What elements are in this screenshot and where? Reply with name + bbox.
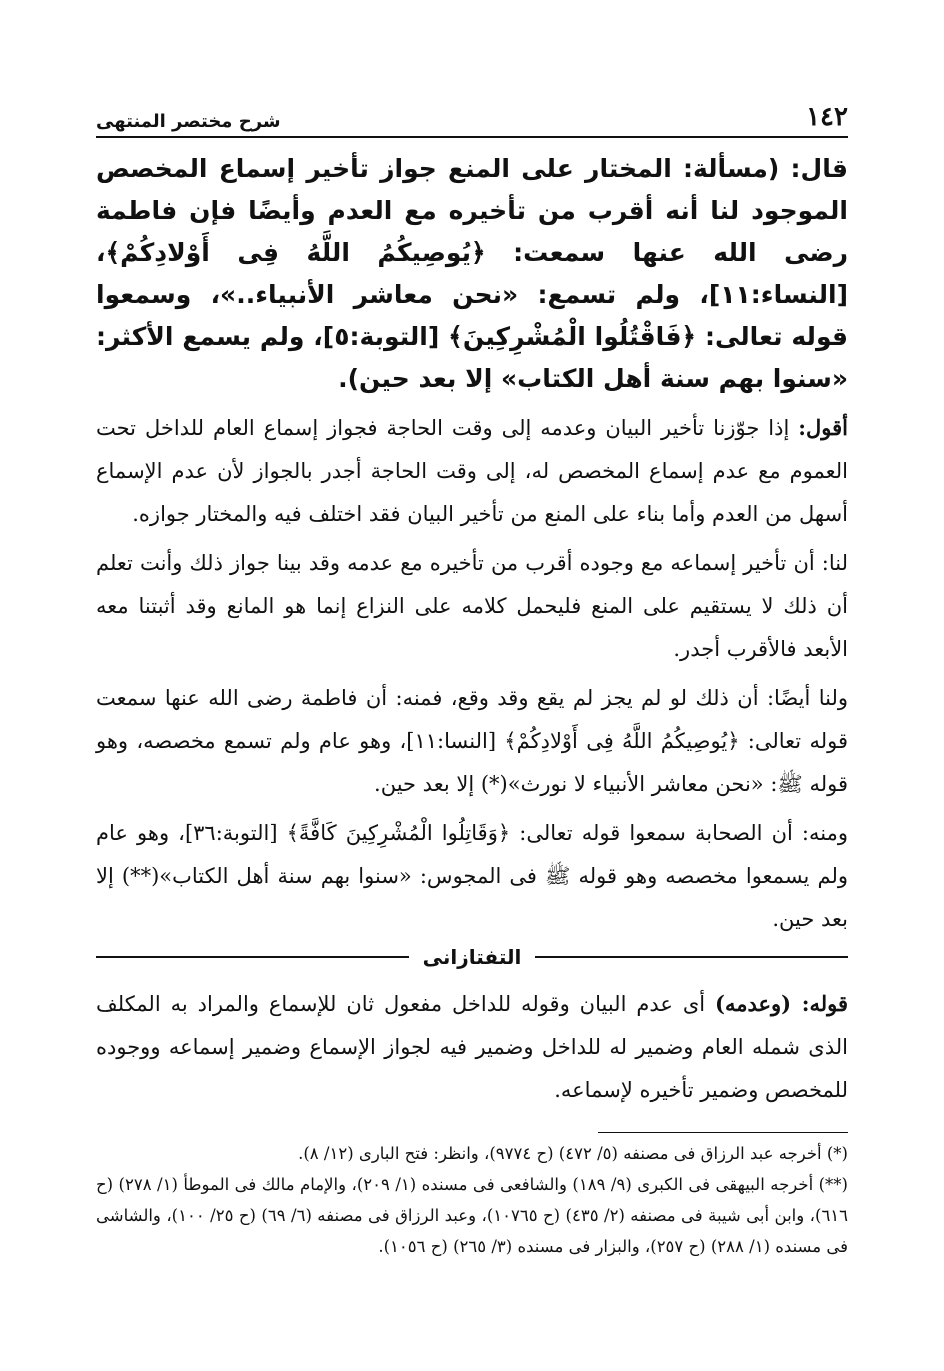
sharh-paragraph-3: ولنا أيضًا: أن ذلك لو لم يجز لم يقع وقد وقع، فمنه: أن فاطمة رضى الله عنها سمعت قوله تعالى: ﴿يُوصِيكُمُ اللَّهُ فِى أَوْلادِكُمْ﴾ [النسا:١١]، وهو عام ولم تسمع مخصصه، وهو قوله ﷺ: «نحن معاشر الأنبياء لا نورث»(*) إلا بعد حين. — [96, 686, 848, 796]
sharh-paragraph-4: ومنه: أن الصحابة سمعوا قوله تعالى: ﴿وَقَاتِلُوا الْمُشْرِكِينَ كَافَّةً﴾ [التوبة:٣٦]، وهو عام ولم يسمعوا مخصصه وهو قوله ﷺ فى المجوس: «سنوا بهم سنة أهل الكتاب»(**) إلا بعد حين. — [96, 821, 848, 931]
main-text — [96, 148, 848, 947]
footnotes — [96, 1138, 848, 1262]
divider-rule-left — [96, 956, 409, 958]
footnote-2: (**) أخرجه البيهقى فى الكبرى (٩/ ١٨٩) والشافعى فى مسنده (١/ ٢٠٩)، والإمام مالك فى الموطأ (١/ ٢٧٨) (ح ٦١٦)، وابن أبى شيبة فى مصنفه (٢/ ٤٣٥) (ح ١٠٧٦٥)، وعبد الرزاق فى مصنفه (٦/ ٦٩) (ح ٢٥/ ١٠٠)، والشاشى فى مسنده (١/ ٢٨٨) (ح ٢٥٧)، والبزار فى مسنده (٣/ ٢٦٥) (ح ١٠٥٦). — [96, 1175, 849, 1256]
commentary-label: قوله: (وعدمه) — [715, 991, 848, 1016]
sharh-paragraph-2: لنا: أن تأخير إسماعه مع وجوده أقرب من تأخيره مع عدمه وقد بينا جواز ذلك وأنت تعلم أن ذلك لا يستقيم على المنع فليحمل كلامه على النزاع إنما هو المانع وقد أثبتنا معه الأبعد فالأقرب أجدر. — [96, 551, 848, 661]
commentary-paragraph — [96, 982, 848, 1112]
sharh-label: أقول: — [798, 415, 848, 440]
matn-label: قال: — [790, 154, 848, 183]
running-title: شرح مختصر المنتهى — [96, 111, 281, 132]
page-number: ١٤٢ — [806, 102, 848, 132]
section-divider — [96, 942, 848, 972]
commentary-text: أى عدم البيان وقوله للداخل مفعول ثان للإسماع والمراد به المكلف الذى شمله العام وضمير له للداخل وضمير فيه لجواز الإسماع وضمير إسماعه ووجوده للمخصص وضمير تأخيره لإسماعه. — [96, 992, 848, 1102]
divider-title: التفتازانى — [422, 945, 522, 969]
sharh-paragraph-1 — [96, 406, 848, 536]
footnote-1: (*) أخرجه عبد الرزاق فى مصنفه (٥/ ٤٧٢) (ح ٩٧٧٤)، وانظر: فتح البارى (١٢/ ٨). — [298, 1144, 848, 1163]
divider-rule-right — [535, 956, 848, 958]
footnote-separator — [598, 1132, 848, 1133]
page-header — [96, 92, 848, 138]
taftazani-commentary — [96, 982, 848, 1112]
matn-paragraph — [96, 148, 848, 400]
matn-text: (مسألة: المختار على المنع جواز تأخير إسماع المخصص الموجود لنا أنه أقرب من تأخيره مع العدم وأيضًا فإن فاطمة رضى الله عنها سمعت: ﴿يُوصِيكُمُ اللَّهُ فِى أَوْلادِكُمْ﴾، [النساء:١١]، ولم تسمع: «نحن معاشر الأنبياء..»، وسمعوا قوله تعالى: ﴿فَاقْتُلُوا الْمُشْرِكِينَ﴾ [التوبة:٥]، ولم يسمع الأكثر: «سنوا بهم سنة أهل الكتاب» إلا بعد حين). — [96, 154, 848, 393]
sharh-text-1: إذا جوّزنا تأخير البيان وعدمه إلى وقت الحاجة فجواز إسماع العام للداخل تحت العموم مع عدم إسماع المخصص له، إلى وقت الحاجة أجدر بالجواز لأن عدم الإسماع أسهل من العدم وأما بناء على المنع من تأخير البيان فقد اختلف فيه والمختار جوازه. — [96, 416, 848, 526]
